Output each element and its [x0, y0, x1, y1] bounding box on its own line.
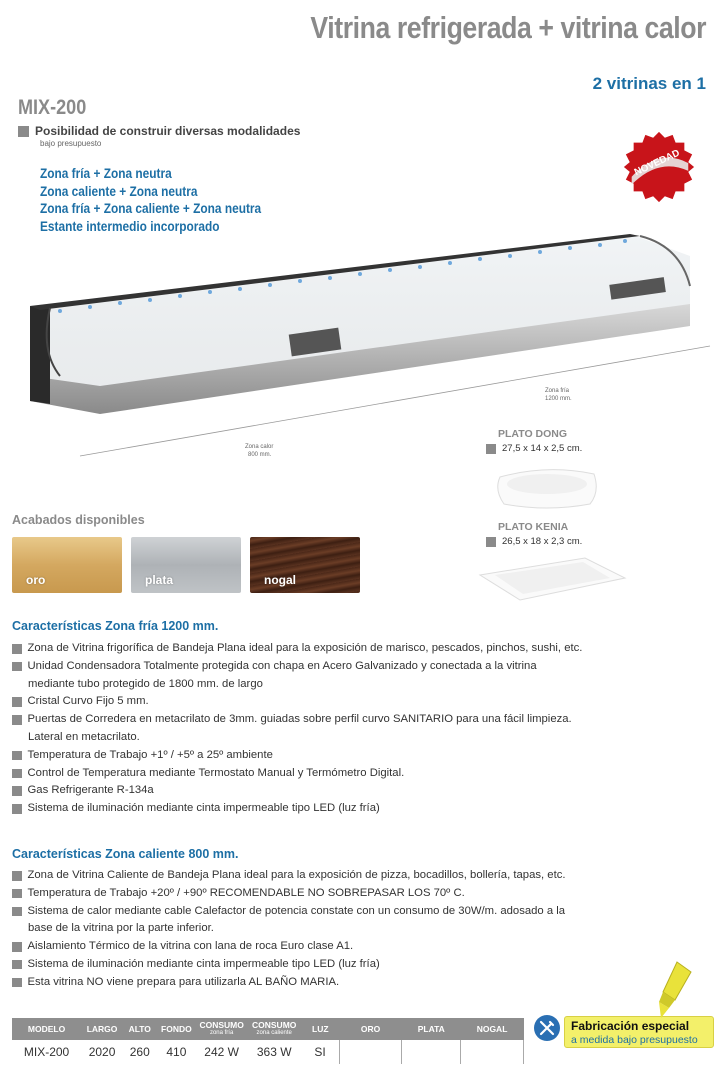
- plate-name: PLATO DONG: [498, 428, 568, 440]
- feature-item: Temperatura de Trabajo +20º / +90º RECOMENDABLE NO SOBREPASAR LOS 70º C.: [12, 885, 702, 903]
- mode-item: Zona caliente + Zona neutra: [40, 183, 198, 199]
- feature-item: Aislamiento Térmico de la vitrina con lana de roca Euro clase A1.: [12, 938, 702, 956]
- bullet-square-icon: [12, 644, 22, 654]
- bullet-square-icon: [12, 751, 22, 761]
- bullet-square-icon: [12, 697, 22, 707]
- mode-item: Zona fría + Zona caliente + Zona neutra: [40, 201, 262, 216]
- svg-text:NOVEDAD: NOVEDAD: [632, 147, 682, 179]
- spec-header-row: [12, 1018, 524, 1040]
- bullet-square-icon: [486, 537, 496, 547]
- custom-line2: a medida bajo presupuesto: [571, 1034, 698, 1046]
- plate-dims-row: [486, 443, 582, 454]
- svg-text:1200 mm.: 1200 mm.: [545, 396, 572, 402]
- bullet-square-icon: [12, 662, 22, 672]
- bullet-square-icon: [12, 769, 22, 779]
- plate-kenia-image: [475, 550, 630, 605]
- bullet-square-icon: [12, 715, 22, 725]
- header-cell: CONSUMO zona fría: [196, 1018, 247, 1040]
- plate-dims: 26,5 x 18 x 2,3 cm.: [502, 536, 583, 547]
- hot-features-list: [12, 867, 702, 992]
- header-cell: ORO: [339, 1018, 402, 1040]
- svg-text:800 mm.: 800 mm.: [248, 452, 272, 458]
- feature-item: Sistema de iluminación mediante cinta impermeable tipo LED (luz fría): [12, 956, 702, 974]
- mode-item: Estante intermedio incorporado: [40, 218, 220, 234]
- modes-list: [40, 165, 291, 235]
- hot-section-title: Características Zona caliente 800 mm.: [12, 847, 239, 861]
- finishes-title: Acabados disponibles: [12, 513, 145, 527]
- cell-cold-consumption: 242 W: [204, 1045, 239, 1059]
- feature-item: Gas Refrigerante R-134a: [12, 782, 702, 800]
- feature-item-continuation: mediante tubo protegido de 1800 mm. de largo: [28, 677, 263, 690]
- custom-manufacturing-banner: [533, 1012, 716, 1052]
- svg-text:Zona calor: Zona calor: [245, 444, 274, 450]
- header-cell: ALTO: [123, 1018, 157, 1040]
- finish-swatch-plata: plata: [131, 537, 241, 593]
- option-row: [18, 124, 300, 138]
- page-title: Vitrina refrigerada + vitrina calor: [310, 10, 706, 45]
- feature-item-continuation: Lateral en metacrilato.: [28, 730, 140, 743]
- bullet-square-icon: [486, 444, 496, 454]
- model-name: MIX-200: [18, 96, 87, 119]
- header-cell: PLATA: [402, 1018, 461, 1040]
- feature-item: Unidad Condensadora Totalmente protegida con chapa en Acero Galvanizado y conectada a la vitrina: [12, 658, 702, 676]
- plate-dong-image: [492, 462, 602, 512]
- tools-icon: [533, 1014, 561, 1042]
- option-label: Posibilidad de construir diversas modalidades: [35, 124, 301, 138]
- feature-item: Puertas de Corredera en metacrilato de 3mm. guiadas sobre perfil curvo SANITARIO para una fácil limpieza.: [12, 711, 702, 729]
- cell-height: 260: [129, 1045, 150, 1059]
- cold-features-list: [12, 640, 702, 818]
- cell-depth: 410: [166, 1045, 187, 1059]
- header-cell: NOGAL: [461, 1018, 524, 1040]
- feature-item: Control de Temperatura mediante Termostato Manual y Termómetro Digital.: [12, 765, 702, 783]
- cell-nogal: [461, 1040, 524, 1064]
- page-subtitle: 2 vitrinas en 1: [592, 74, 706, 93]
- header-cell: MODELO: [12, 1018, 81, 1040]
- finish-swatch-nogal: nogal: [250, 537, 360, 593]
- cold-section-title: Características Zona fría 1200 mm.: [12, 619, 219, 633]
- feature-item: Zona de Vitrina Caliente de Bandeja Plana ideal para la exposición de pizza, bocadillos, bollería, tapas, etc.: [12, 867, 702, 885]
- feature-item: Sistema de calor mediante cable Calefactor de potencia constate con un consumo de 30W/m. adosado a la: [12, 903, 702, 921]
- header-cell: CONSUMO zona caliente: [247, 1018, 301, 1040]
- novedad-badge-icon: [620, 128, 698, 206]
- finish-swatch-oro: oro: [12, 537, 122, 593]
- cell-length: 2020: [88, 1045, 116, 1059]
- cell-plata: [402, 1040, 461, 1064]
- mode-item: Zona fría + Zona neutra: [40, 166, 172, 181]
- bullet-square-icon: [12, 889, 22, 899]
- feature-item: Zona de Vitrina frigorífica de Bandeja Plana ideal para la exposición de marisco, pescados, pinchos, sushi, etc.: [12, 640, 702, 658]
- highlight-box: [564, 1016, 714, 1048]
- header-cell: FONDO: [157, 1018, 197, 1040]
- spec-row: [12, 1040, 524, 1064]
- header-cell: LARGO: [81, 1018, 123, 1040]
- plate-name: PLATO KENIA: [498, 521, 569, 533]
- feature-item: Temperatura de Trabajo +1º / +5º a 25º ambiente: [12, 747, 702, 765]
- highlighter-marker-icon: [651, 960, 697, 1020]
- feature-item-continuation: base de la vitrina por la parte inferior.: [28, 922, 214, 935]
- feature-item: Cristal Curvo Fijo 5 mm.: [12, 693, 702, 711]
- bullet-square-icon: [12, 907, 22, 917]
- cell-hot-consumption: 363 W: [256, 1045, 292, 1059]
- custom-line1: Fabricación especial: [571, 1019, 690, 1033]
- cell-oro: [339, 1040, 402, 1064]
- plate-dims: 27,5 x 14 x 2,5 cm.: [502, 443, 583, 454]
- svg-text:Zona fría: Zona fría: [545, 388, 570, 394]
- bullet-square-icon: [12, 978, 22, 988]
- cell-light: SI: [314, 1045, 326, 1059]
- feature-item: Esta vitrina NO viene prepara para utilizarla AL BAÑO MARIA.: [12, 974, 702, 992]
- header-cell: LUZ: [301, 1018, 339, 1040]
- spec-table: [12, 1018, 524, 1064]
- bullet-square-icon: [12, 786, 22, 796]
- bullet-square-icon: [12, 804, 22, 814]
- bullet-square-icon: [12, 871, 22, 881]
- cell-model: MIX-200: [23, 1045, 70, 1059]
- bullet-square-icon: [18, 126, 29, 137]
- bullet-square-icon: [12, 960, 22, 970]
- plate-dims-row: [486, 536, 582, 547]
- bullet-square-icon: [12, 942, 22, 952]
- option-note: bajo presupuesto: [40, 139, 102, 148]
- feature-item: Sistema de iluminación mediante cinta impermeable tipo LED (luz fría): [12, 800, 702, 818]
